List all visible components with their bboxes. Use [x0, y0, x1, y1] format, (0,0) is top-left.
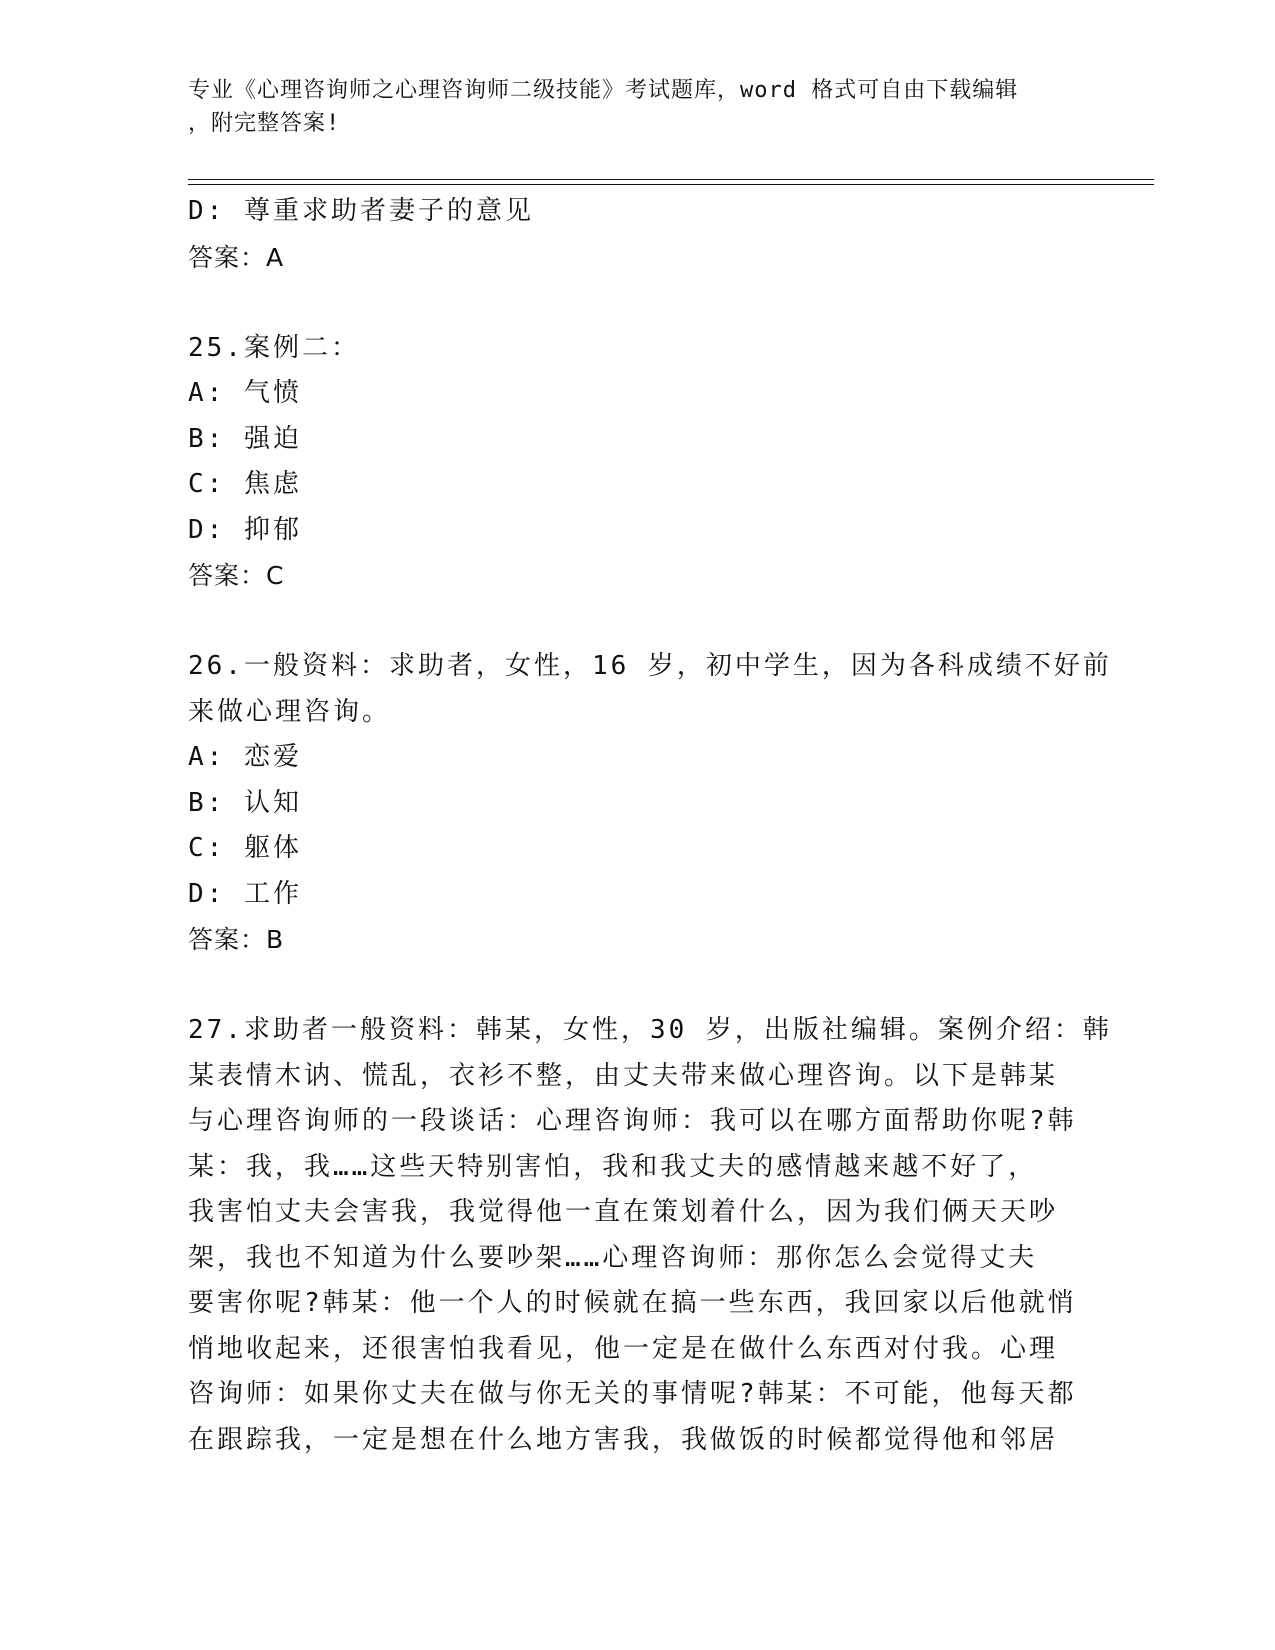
- answer: 答案：C: [188, 561, 285, 590]
- question-stem-line: 26.一般资料：求助者，女性，16 岁，初中学生，因为各科成绩不好前: [188, 651, 1112, 681]
- option-d: D: 抑郁: [188, 514, 302, 545]
- question-stem: 25.案例二：: [188, 332, 360, 363]
- header-rule-top: [188, 179, 1154, 180]
- header-line-2: ，附完整答案!: [188, 111, 341, 136]
- spacer: [188, 599, 1088, 645]
- spacer: [188, 280, 1088, 326]
- option-b: B: 认知: [188, 787, 302, 818]
- question-stem-line: 我害怕丈夫会害我，我觉得他一直在策划着什么，因为我们俩天天吵: [188, 1197, 1059, 1227]
- page-header: [188, 74, 1088, 140]
- question-stem-line: 在跟踪我，一定是想在什么地方害我，我做饭的时候都觉得他和邻居: [188, 1424, 1059, 1455]
- option-c: C: 焦虑: [188, 469, 302, 499]
- question-content: [188, 189, 1112, 1463]
- question-24: [188, 189, 1088, 280]
- question-26: [188, 644, 1112, 963]
- answer: 答案：B: [188, 925, 285, 954]
- option-b: B: 强迫: [188, 423, 302, 454]
- option-c: C: 躯体: [188, 833, 302, 863]
- question-stem-line: 悄地收起来，还很害怕我看见，他一定是在做什么东西对付我。心理: [188, 1333, 1059, 1364]
- question-stem-line: 某：我，我……这些天特别害怕，我和我丈夫的感情越来越不好了，: [188, 1151, 1038, 1182]
- question-25: [188, 326, 1088, 599]
- header-rule-bottom: [188, 184, 1154, 185]
- question-stem-line: 某表情木讷、慌乱，衣衫不整，由丈夫带来做心理咨询。以下是韩某: [188, 1060, 1059, 1091]
- question-27: [188, 1008, 1112, 1463]
- answer: 答案：A: [188, 242, 285, 272]
- option-a: A: 恋爱: [188, 742, 302, 772]
- option-a: A: 气愤: [188, 378, 302, 408]
- question-stem-line: 咨询师：如果你丈夫在做与你无关的事情呢?韩某：不可能，他每天都: [188, 1379, 1077, 1409]
- question-stem-line: 架，我也不知道为什么要吵架……心理咨询师：那你怎么会觉得丈夫: [188, 1242, 1038, 1273]
- question-stem-line: 与心理咨询师的一段谈话：心理咨询师：我可以在哪方面帮助你呢?韩: [188, 1106, 1077, 1136]
- option-d: D: 工作: [188, 878, 302, 909]
- question-stem-line: 来做心理咨询。: [188, 696, 392, 727]
- spacer: [188, 963, 1088, 1009]
- option-d: D: 尊重求助者妻子的意见: [188, 196, 534, 226]
- question-stem-line: 27.求助者一般资料：韩某，女性，30 岁，出版社编辑。案例介绍：韩: [188, 1015, 1112, 1045]
- header-line-1: 专业《心理咨询师之心理咨询师二级技能》考试题库，word 格式可自由下载编辑: [188, 78, 1019, 103]
- question-stem-line: 要害你呢?韩某：他一个人的时候就在搞一些东西，我回家以后他就悄: [188, 1288, 1077, 1318]
